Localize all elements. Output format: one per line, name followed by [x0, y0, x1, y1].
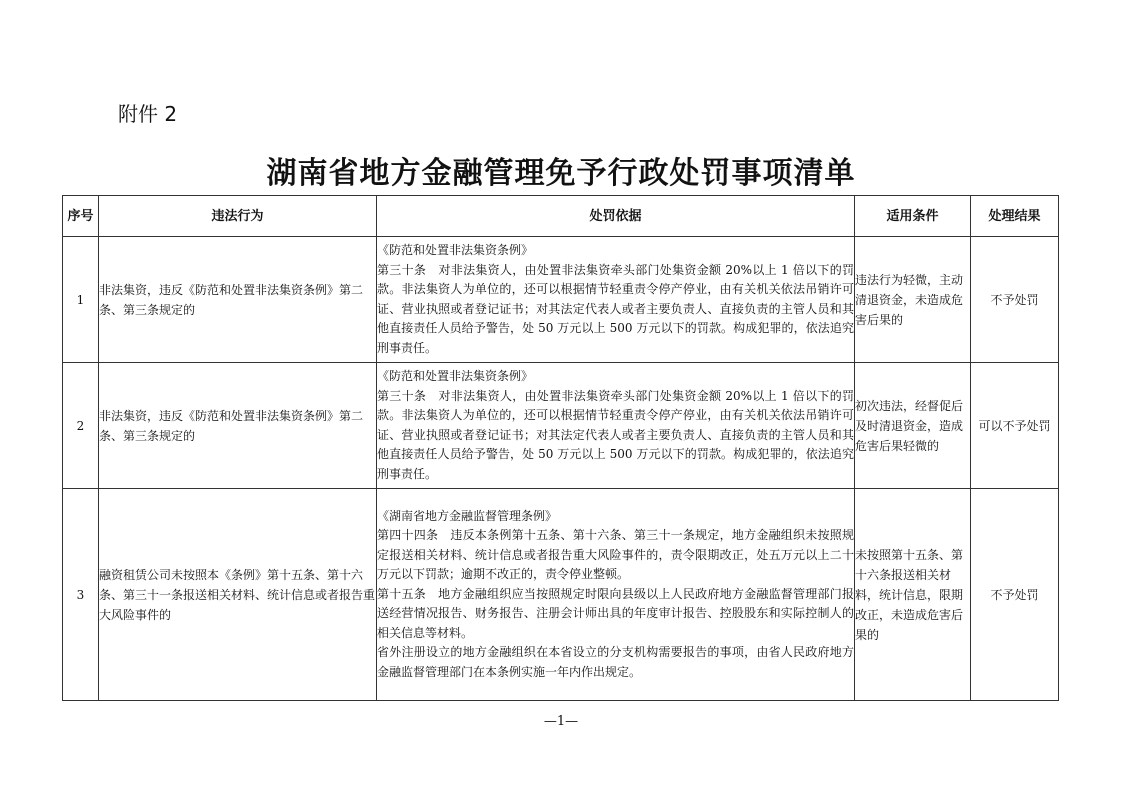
basis-paragraph: 第三十条 对非法集资人，由处置非法集资牵头部门处集资金额 20%以上 1 倍以下的罚款。非法集资人为单位的，还可以根据情节轻重责令停产停业，由有关机关依法吊销许可证、营业执照或者登记证书；对其法定代表人或者主要负责人、直接负责的主管人员和其他直接责任人员给予警告，处 50 万元以上 500 万元以下的罚款。构成犯罪的，依法追究刑事责任。 — [377, 262, 854, 355]
penalty-exemption-table — [62, 195, 1059, 701]
row-act: 非法集资，违反《防范和处置非法集资条例》第二条、第三条规定的 — [99, 237, 377, 363]
page-number: —1— — [543, 714, 579, 729]
header-basis: 处罚依据 — [377, 196, 855, 237]
basis-paragraph: 第十五条 地方金融组织应当按照规定时限向县级以上人民政府地方金融监督管理部门报送经营情况报告、财务报告、注册会计师出具的年度审计报告、控股股东和实际控制人的相关信息等材料。 — [377, 586, 854, 640]
basis-paragraph: 第三十条 对非法集资人，由处置非法集资牵头部门处集资金额 20%以上 1 倍以下的罚款。非法集资人为单位的，还可以根据情节轻重责令停产停业，由有关机关依法吊销许可证、营业执照或者登记证书；对其法定代表人或者主要负责人、直接负责的主管人员和其他直接责任人员给予警告，处 50 万元以上 500 万元以下的罚款。构成犯罪的，依法追究刑事责任。 — [377, 388, 854, 481]
table-row — [63, 363, 1059, 489]
attachment-label: 附件 2 — [118, 102, 178, 126]
row-no: 3 — [63, 489, 99, 701]
header-condition: 适用条件 — [855, 196, 971, 237]
row-no: 2 — [63, 363, 99, 489]
row-no: 1 — [63, 237, 99, 363]
basis-paragraph: 第四十四条 违反本条例第十五条、第十六条、第三十一条规定，地方金融组织未按照规定报送相关材料、统计信息或者报告重大风险事件的，责令限期改正，处五万元以上二十万元以下罚款；逾期不改正的，责令停业整顿。 — [377, 528, 854, 582]
basis-paragraph: 《湖南省地方金融监督管理条例》 — [377, 508, 558, 523]
row-condition: 初次违法，经督促后及时清退资金，造成危害后果轻微的 — [855, 363, 971, 489]
row-condition: 违法行为轻微，主动清退资金，未造成危害后果的 — [855, 237, 971, 363]
row-basis — [377, 489, 855, 701]
row-result: 不予处罚 — [971, 237, 1059, 363]
row-basis — [377, 363, 855, 489]
basis-paragraph: 《防范和处置非法集资条例》 — [377, 243, 534, 257]
row-basis — [377, 237, 855, 363]
table-header-row — [63, 196, 1059, 237]
row-result: 不予处罚 — [971, 489, 1059, 701]
row-result: 可以不予处罚 — [971, 363, 1059, 489]
page-title: 湖南省地方金融管理免予行政处罚事项清单 — [266, 156, 856, 191]
header-no: 序号 — [63, 196, 99, 237]
table-row — [63, 489, 1059, 701]
row-condition: 未按照第十五条、第十六条报送相关材料，统计信息，限期改正，未造成危害后果的 — [855, 489, 971, 701]
row-act: 非法集资，违反《防范和处置非法集资条例》第二条、第三条规定的 — [99, 363, 377, 489]
basis-paragraph: 《防范和处置非法集资条例》 — [377, 369, 534, 383]
header-act: 违法行为 — [99, 196, 377, 237]
basis-paragraph: 省外注册设立的地方金融组织在本省设立的分支机构需要报告的事项，由省人民政府地方金融监督管理部门在本条例实施一年内作出规定。 — [377, 645, 854, 679]
table-row — [63, 237, 1059, 363]
header-result: 处理结果 — [971, 196, 1059, 237]
row-act: 融资租赁公司未按照本《条例》第十五条、第十六条、第三十一条报送相关材料、统计信息或者报告重大风险事件的 — [99, 489, 377, 701]
